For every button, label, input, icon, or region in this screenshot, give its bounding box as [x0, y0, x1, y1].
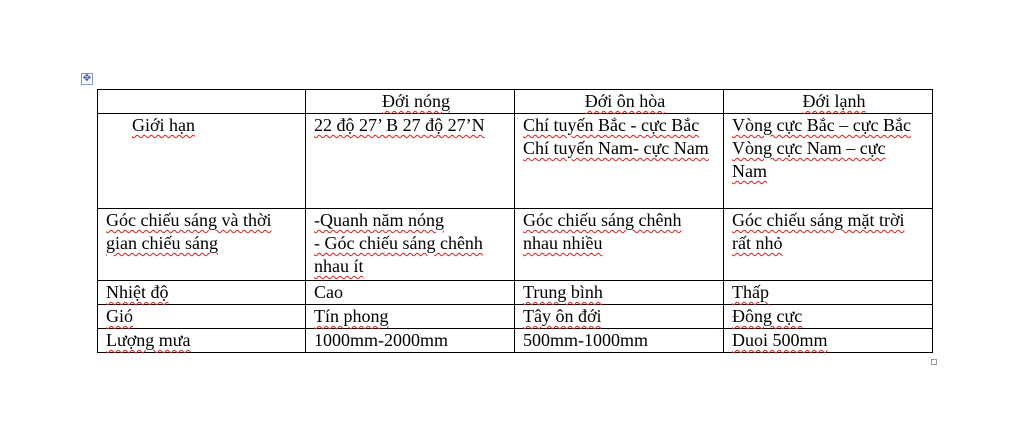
cell-text: Chí tuyến Bắc - cực Bắc [523, 115, 700, 135]
row-label-cell[interactable] [98, 329, 306, 353]
table-cell[interactable] [515, 114, 724, 209]
header-cell-doi-lanh[interactable] [724, 90, 933, 114]
row-label: Góc chiếu sáng và thời gian chiếu sáng [106, 210, 272, 253]
cell-text: Thấp [732, 282, 769, 302]
row-label: Giới hạn [132, 115, 196, 135]
row-label-cell[interactable] [98, 209, 306, 281]
row-label: Nhiệt độ [106, 282, 169, 302]
table-cell[interactable] [515, 305, 724, 329]
table-cell[interactable] [515, 281, 724, 305]
table-row [98, 281, 933, 305]
table-cell[interactable] [724, 305, 933, 329]
table-cell[interactable] [306, 329, 515, 353]
cell-text: Góc chiếu sáng mặt trời rất nhỏ [732, 210, 905, 253]
row-label-cell[interactable] [98, 305, 306, 329]
table-cell[interactable] [515, 209, 724, 281]
cell-text: Tín phong [314, 306, 389, 326]
table-row [98, 114, 933, 209]
table-cell[interactable] [306, 114, 515, 209]
header-cell-empty[interactable] [98, 90, 306, 114]
table-header-row [98, 90, 933, 114]
table-cell[interactable] [724, 281, 933, 305]
cell-text: 500mm-1000mm [523, 330, 648, 350]
table-cell[interactable] [306, 209, 515, 281]
row-label: Gió [106, 306, 133, 326]
table-row [98, 209, 933, 281]
cell-text: -Quanh năm nóng [314, 210, 444, 230]
header-text: Đới ôn hòa [584, 91, 666, 111]
header-text: Đới lạnh [802, 91, 866, 111]
cell-text: Đông cực [732, 306, 803, 326]
cell-text: Chí tuyến Nam- cực Nam [523, 138, 709, 158]
cell-text: - Góc chiếu sáng chênh nhau ít [314, 233, 483, 276]
table-resize-handle[interactable] [931, 359, 937, 365]
cell-text: Vòng cực Bắc – cực Bắc [732, 115, 911, 135]
cell-text: Cao [314, 282, 343, 302]
table-row [98, 329, 933, 353]
table-row [98, 305, 933, 329]
header-cell-doi-on-hoa[interactable] [515, 90, 724, 114]
cell-text: Vòng cực Nam – cực Nam [732, 138, 886, 181]
header-cell-doi-nong[interactable] [306, 90, 515, 114]
table-cell[interactable] [724, 329, 933, 353]
table-cell[interactable] [724, 114, 933, 209]
table-cell[interactable] [306, 305, 515, 329]
cell-text: 22 độ 27’ B 27 độ 27’N [314, 115, 485, 135]
cell-text: 1000mm-2000mm [314, 330, 448, 350]
table-cell[interactable] [724, 209, 933, 281]
row-label: Lượng mưa [106, 330, 191, 350]
climate-zones-table [97, 89, 933, 353]
cell-text: Trung bình [523, 282, 603, 302]
row-label-cell[interactable] [98, 281, 306, 305]
cell-text: Góc chiếu sáng chênh nhau nhiều [523, 210, 682, 253]
table-move-handle-icon[interactable]: ✥ [82, 73, 92, 84]
table-cell[interactable] [515, 329, 724, 353]
row-label-cell[interactable] [98, 114, 306, 209]
table-cell[interactable] [306, 281, 515, 305]
header-text: Đới nóng [381, 91, 451, 111]
cell-text: Tây ôn đới [523, 306, 602, 326]
cell-text: Duoi 500mm [732, 330, 828, 350]
